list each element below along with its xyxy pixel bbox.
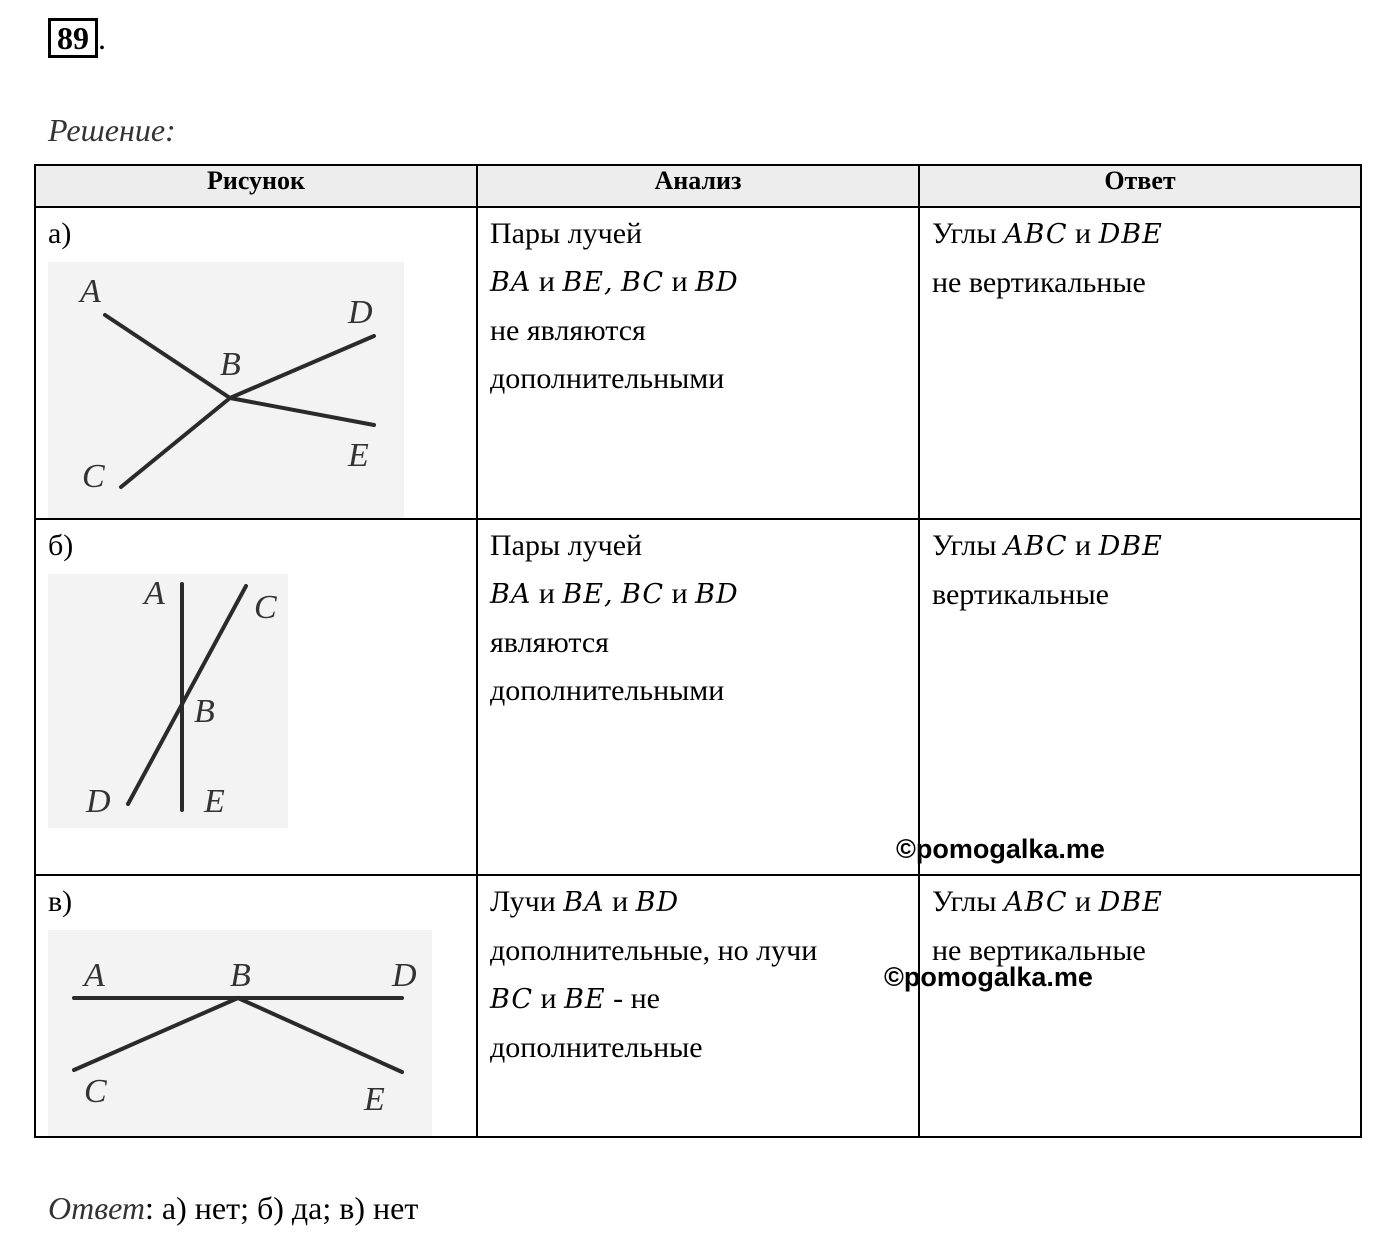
answer-cell [919, 519, 1361, 875]
point-label-c: C [82, 458, 105, 495]
ray-name: BA [490, 267, 532, 298]
final-answer-text: : а) нет; б) да; в) нет [145, 1190, 419, 1226]
answer-verdict: вертикальные [932, 578, 1109, 611]
angle-name: ABC [1004, 887, 1068, 918]
ray-name: BD [635, 887, 680, 918]
analysis-line: дополнительными [490, 362, 725, 395]
angle-name: DBE [1098, 887, 1163, 918]
point-label-e: E [364, 1081, 385, 1118]
solution-table [34, 164, 1362, 1138]
analysis-word: Лучи [490, 885, 556, 918]
ray-ba [105, 315, 230, 398]
conjunction: и [612, 885, 629, 918]
angle-name: ABC [1004, 219, 1068, 250]
conjunction: и [1075, 529, 1092, 562]
case-label: в) [48, 885, 73, 918]
answer-prefix: Углы [932, 529, 997, 562]
table-row [35, 875, 1361, 1137]
analysis-line: дополнительные [490, 1031, 703, 1064]
point-label-a: A [80, 273, 101, 310]
analysis-line: Пары лучей [490, 217, 643, 250]
point-label-c: C [254, 589, 277, 626]
ray-be [230, 398, 374, 425]
line-cd [128, 586, 246, 804]
ray-name: BA [490, 579, 532, 610]
ray-name: BA [563, 887, 605, 918]
diagram-b [48, 574, 288, 828]
point-label-d: D [392, 957, 417, 994]
diagram-c [48, 930, 432, 1136]
answer-prefix: Углы [932, 885, 997, 918]
header-figure: Рисунок [35, 165, 477, 207]
point-label-b: B [194, 693, 215, 730]
angle-name: DBE [1098, 531, 1163, 562]
answer-verdict: не вертикальные [932, 934, 1146, 967]
analysis-line: являются [490, 626, 609, 659]
figure-cell [35, 519, 477, 875]
point-label-a: A [144, 575, 165, 612]
ray-be [238, 998, 402, 1072]
figure-cell [35, 207, 477, 519]
ray-name: BE, [562, 579, 614, 610]
ray-bd [230, 336, 374, 398]
point-label-e: E [348, 437, 369, 474]
answer-cell [919, 207, 1361, 519]
point-label-c: C [84, 1073, 107, 1110]
conjunction: и [671, 577, 688, 610]
ray-name: BE, [562, 267, 614, 298]
point-label-b: B [220, 346, 241, 383]
point-label-e: E [204, 783, 225, 820]
ray-name: BD [695, 579, 739, 610]
table-header-row [35, 165, 1361, 207]
conjunction: и [538, 577, 555, 610]
case-label: б) [48, 529, 74, 562]
analysis-line: Пары лучей [490, 529, 643, 562]
solution-label: Решение: [48, 112, 176, 148]
ray-bc [74, 998, 238, 1070]
analysis-cell [477, 519, 919, 875]
analysis-line [490, 975, 906, 1024]
analysis-line: не являются [490, 314, 646, 347]
answer-cell [919, 875, 1361, 1137]
analysis-line: дополнительные, но лучи [490, 934, 818, 967]
analysis-cell [477, 207, 919, 519]
ray-name: BC [621, 579, 665, 610]
analysis-line [490, 258, 906, 307]
problem-number-dot: . [98, 20, 106, 56]
ray-name: BE [564, 984, 606, 1015]
header-analysis: Анализ [477, 165, 919, 207]
point-label-d: D [86, 783, 111, 820]
ray-name: BD [695, 267, 739, 298]
angle-name: DBE [1098, 219, 1163, 250]
diagram-a [48, 262, 404, 518]
case-label: а) [48, 217, 72, 250]
conjunction: и [538, 265, 555, 298]
ray-name: BC [490, 984, 534, 1015]
analysis-line [490, 878, 906, 927]
conjunction: и [671, 265, 688, 298]
table-row [35, 207, 1361, 519]
header-answer: Ответ [919, 165, 1361, 207]
conjunction: и [540, 982, 557, 1015]
conjunction: и [1075, 885, 1092, 918]
analysis-line: дополнительными [490, 674, 725, 707]
angle-name: ABC [1004, 531, 1068, 562]
conjunction: и [1075, 217, 1092, 250]
figure-cell [35, 875, 477, 1137]
watermark: ©pomogalka.me [896, 834, 1105, 864]
final-answer [48, 1190, 418, 1227]
ray-name: BC [621, 267, 665, 298]
point-label-b: B [230, 957, 251, 994]
problem-number [48, 18, 106, 58]
analysis-word: - не [613, 982, 661, 1015]
point-label-a: A [84, 957, 105, 994]
answer-line [932, 210, 1348, 259]
point-label-d: D [348, 294, 373, 331]
watermark: ©pomogalka.me [884, 962, 1093, 992]
answer-verdict: не вертикальные [932, 266, 1146, 299]
answer-prefix: Углы [932, 217, 997, 250]
final-answer-label: Ответ [48, 1190, 145, 1226]
table-row [35, 519, 1361, 875]
answer-line [932, 522, 1348, 571]
answer-line [932, 878, 1348, 927]
ray-bc [121, 398, 230, 487]
analysis-line [490, 570, 906, 619]
problem-number-box: 89 [48, 18, 98, 58]
analysis-cell [477, 875, 919, 1137]
